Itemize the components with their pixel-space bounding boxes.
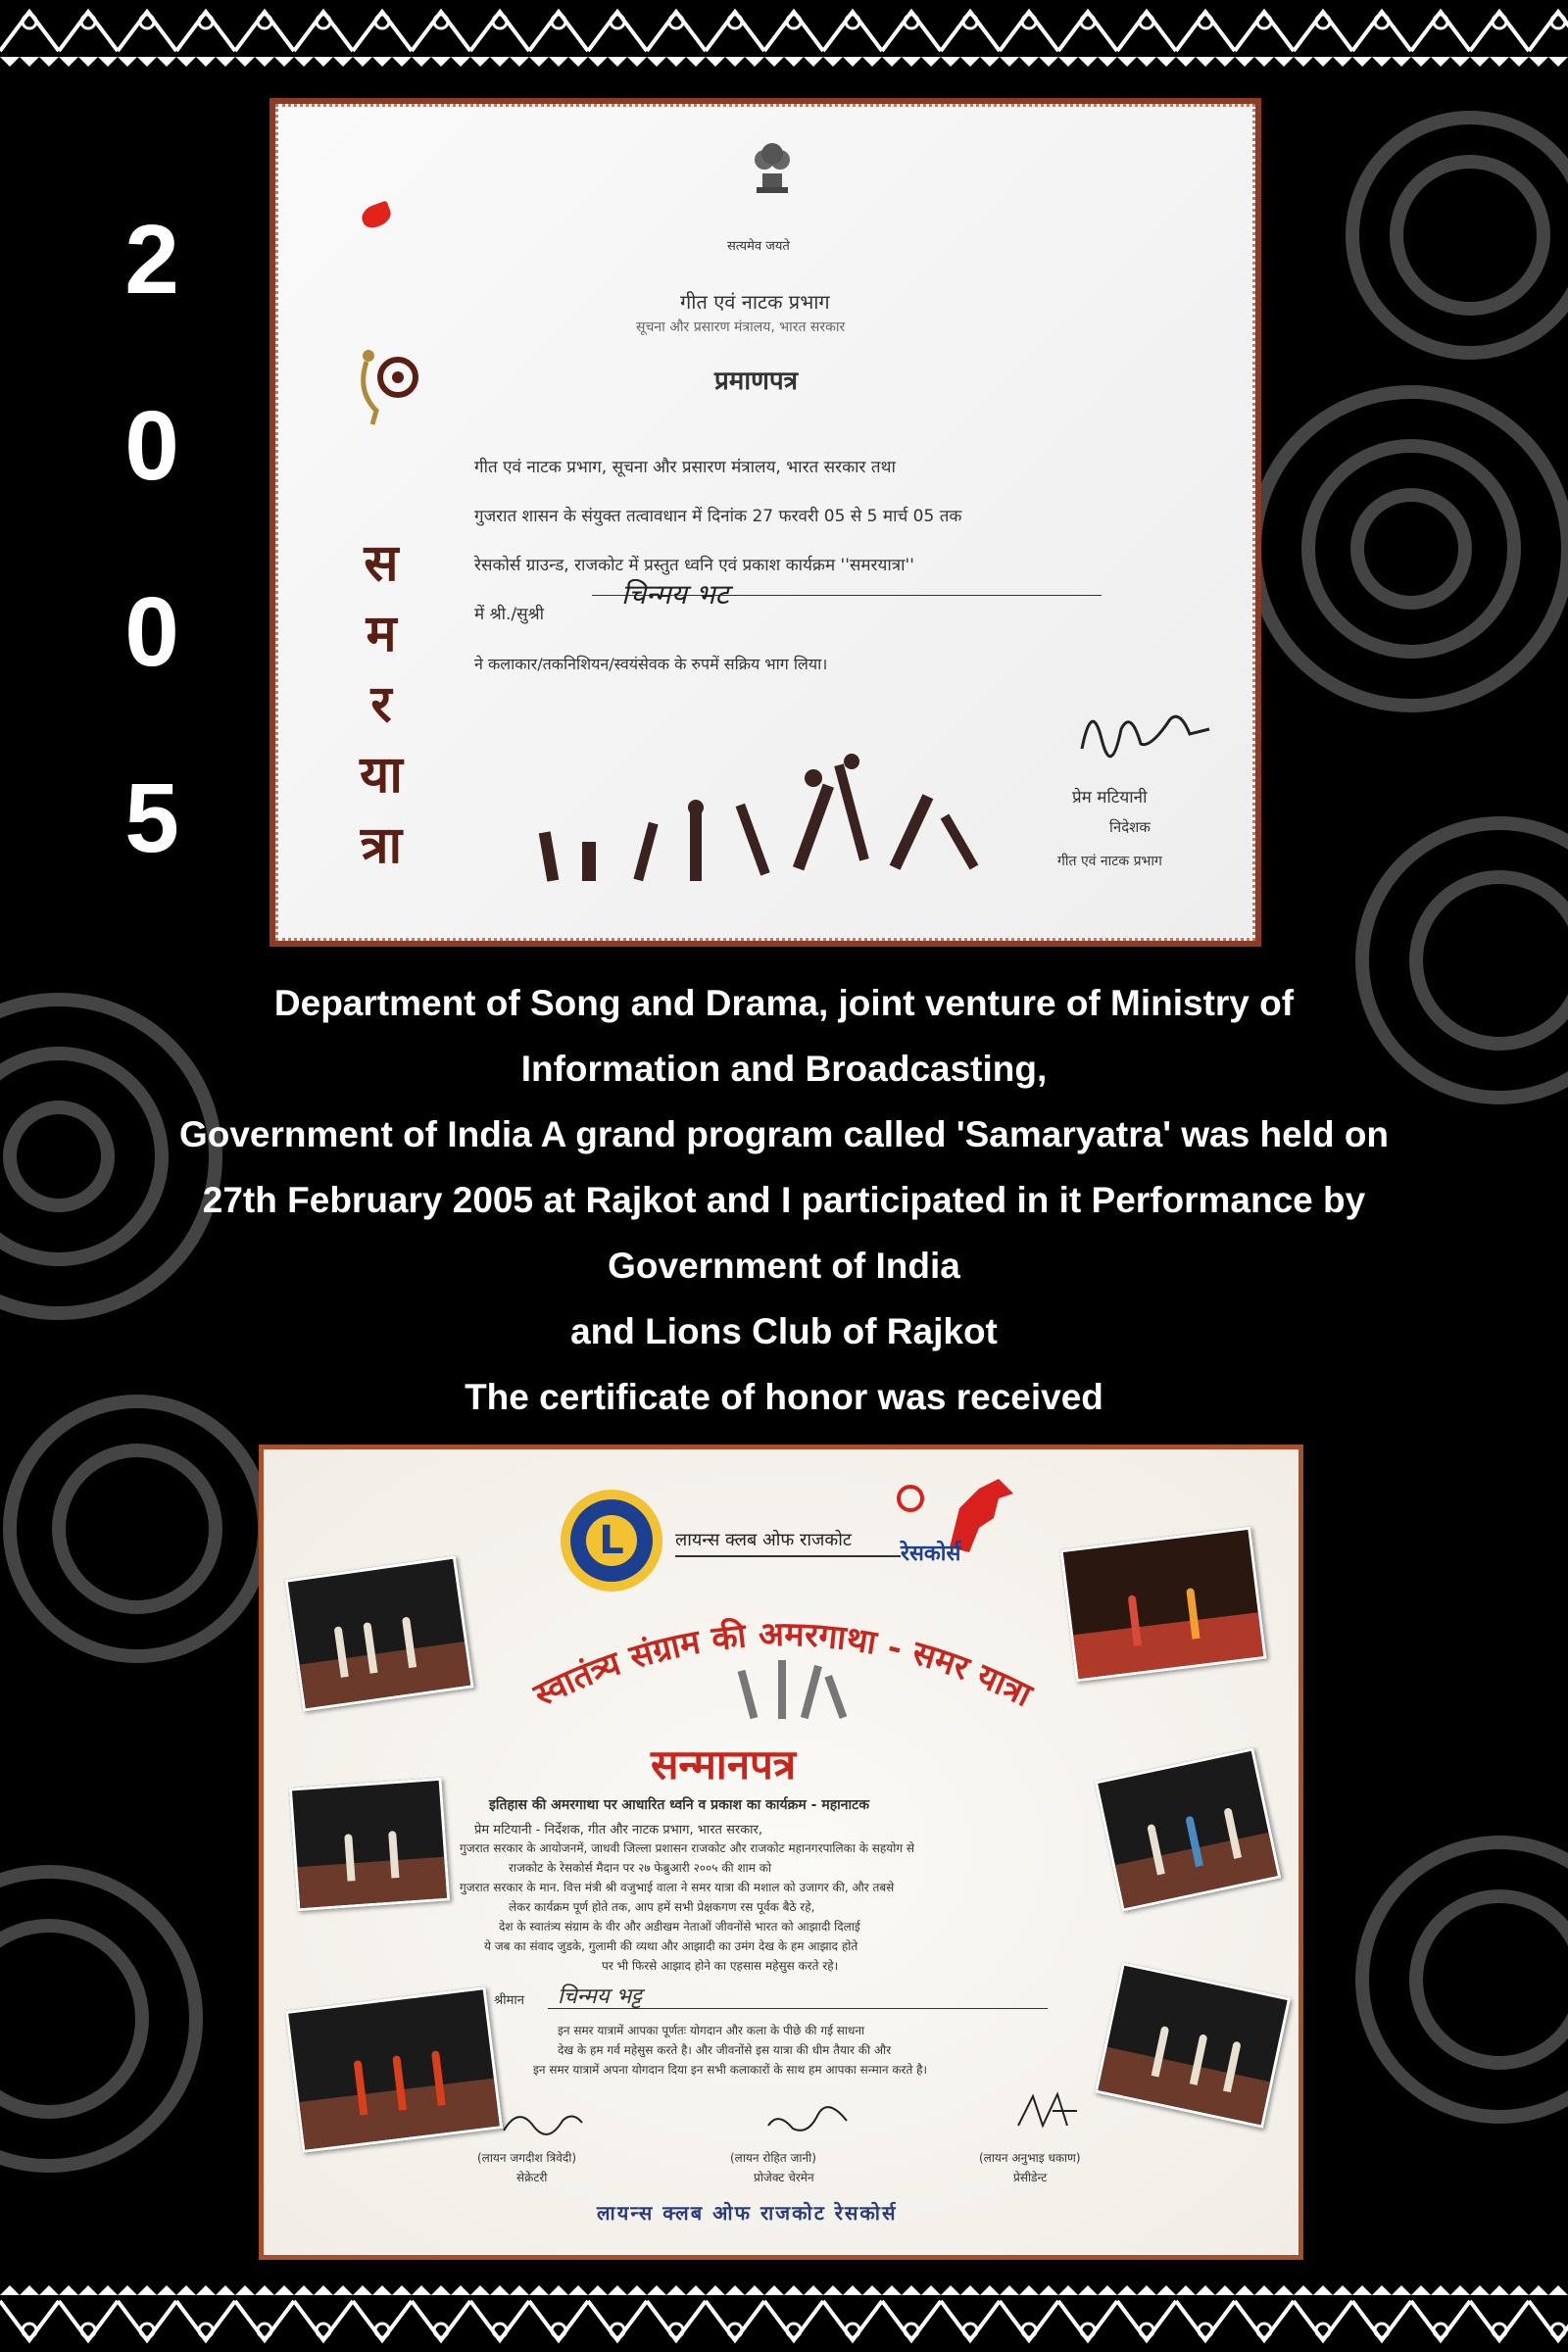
certificate-lions-club <box>259 1445 1303 2260</box>
closing-line: देख के हम गर्व महेसुस करते है। और जीवनोंसे इस यात्रा की धीम तैयार की और <box>558 2043 892 2057</box>
headline-text: स्वातंत्र्य संग्राम की अमरगाथा - समर यात्रा <box>527 1614 1039 1715</box>
red-mark <box>359 201 394 231</box>
logo-letter: स <box>364 533 399 593</box>
lions-logo-letter: L <box>599 1518 624 1563</box>
ministry-name: सूचना और प्रसारण मंत्रालय, भारत सरकार <box>636 319 846 335</box>
body-line: राजकोट के रेसकोर्स मैदान पर २७ फेब्रुआरी २००५ की शाम को <box>509 1861 772 1875</box>
footer-club-name: लायन्स क्लब ओफ राजकोट रेसकोर्स <box>597 2201 898 2225</box>
signature-role: सेक्रेटरी <box>516 2171 548 2184</box>
caption <box>39 970 1529 1430</box>
signatory-name: प्रेम मटियानी <box>1072 788 1148 808</box>
body-line-1: गीत एवं नाटक प्रभाग, सूचना और प्रसारण मंत्रालय, भारत सरकार तथा <box>474 458 896 477</box>
certificate-paper <box>264 1449 1298 2255</box>
certificate-title: प्रमाणपत्र <box>714 367 798 396</box>
stage-photo <box>1059 1527 1266 1683</box>
logo-letter: म <box>366 604 397 663</box>
year-digit: 5 <box>124 763 179 873</box>
caption-line: Government of India A grand program called 'Samaryatra' was held on <box>178 1114 1390 1154</box>
body-line: देश के स्वातंत्र्य संग्राम के वीर और अडीखम नेताओं जीवनोंसे भारत को आझादी दिलाई <box>499 1920 860 1934</box>
signature-name: (लायन जगदीश त्रिवेदी) <box>477 2151 577 2165</box>
certificate-title: सन्मानपत्र <box>651 1740 797 1788</box>
decorative-border-bottom <box>0 2283 1568 2352</box>
caption-line: Government of India <box>608 1246 960 1286</box>
department-name: गीत एवं नाटक प्रभाग <box>680 290 830 314</box>
performers-silhouette <box>523 744 1033 891</box>
signature-name: (लायन रोहित जानी) <box>730 2151 816 2165</box>
name-prefix: श्रीमान <box>494 1993 524 2008</box>
name-prefix: में श्री./सुश्री <box>474 605 545 624</box>
logo-letter: या <box>360 745 403 805</box>
role-line: ने कलाकार/तकनिशियन/स्वयंसेवक के रुपमें सक्रिय भाग लिया। <box>474 655 828 673</box>
signature-role: प्रोजेक्ट चेरमेन <box>754 2171 814 2184</box>
caption-line: Department of Song and Drama, joint venture of Ministry of <box>273 983 1295 1023</box>
signature-president <box>1008 2086 1087 2135</box>
logo-letter: र <box>370 674 392 734</box>
stage-photo <box>1095 1962 1291 2129</box>
signature-chairman <box>763 2101 852 2140</box>
closing-line: इन समर यात्रामें आपका पूर्णतः योगदान और कला के पीछे की गई साधना <box>558 2024 865 2037</box>
year-vertical <box>103 205 201 956</box>
stage-photo <box>285 1986 503 2153</box>
signatory-title: निदेशक <box>1109 818 1151 836</box>
recipient-name: चिन्मय भट्ट <box>558 1984 642 2009</box>
director-signature <box>1072 690 1219 778</box>
certificate-song-drama <box>270 98 1261 947</box>
year-digit: 0 <box>124 577 179 687</box>
closing-line: इन समर यात्रामें अपना योगदान दिया इन सभी कलाकारों के साथ हम आपका सन्मान करते है। <box>533 2063 928 2077</box>
body-line-2: गुजरात शासन के संयुक्त तत्वावधान में दिनांक 27 फरवरी 05 से 5 मार्च 05 तक <box>474 507 962 526</box>
body-line: गुजरात सरकार के मान. वित्त मंत्री श्री वजुभाई वाला ने समर यात्रा की मशाल को उजागर की, और तबसे <box>460 1881 895 1894</box>
body-line: ये जब का संवाद जुडके, गुलामी की व्यथा और आझादी का उमंग देख के हम आझाद होते <box>484 1939 858 1953</box>
signature-role: प्रेसीडेन्ट <box>1013 2171 1048 2184</box>
decorative-border-top <box>0 0 1568 69</box>
emblem-caption: सत्यमेव जयते <box>727 239 790 254</box>
logo-letter: त्रा <box>360 815 403 875</box>
stage-photo <box>284 1555 473 1711</box>
body-line: लेकर कार्यक्रम पूर्ण होते तक, आप हमें सभी प्रेक्षकगण रस पूर्वक बैठे रहे, <box>509 1900 815 1914</box>
caption-line: The certificate of honor was received <box>465 1377 1103 1417</box>
year-digit: 0 <box>124 391 179 501</box>
stage-photo <box>1095 1747 1282 1912</box>
signature-name: (लायन अनुभाइ धकाण) <box>979 2151 1081 2165</box>
certificate-paper <box>275 104 1255 941</box>
body-line: गुजरात सरकार के आयोजनमें, जाधवी जिल्ला प्रशासन राजकोट और राजकोट महानगरपालिका के सहयोग से <box>460 1841 915 1855</box>
signatory-dept: गीत एवं नाटक प्रभाग <box>1057 854 1162 869</box>
samaryatra-vertical-logo <box>337 528 425 881</box>
body-line-3: रेसकोर्स ग्राउन्ड, राजकोट में प्रस्तुत ध्वनि एवं प्रकाश कार्यक्रम ''समरयात्रा'' <box>474 556 914 575</box>
subtitle: इतिहास की अमरगाथा पर आधारित ध्वनि व प्रकाश का कार्यक्रम - महानाटक <box>489 1797 869 1813</box>
ashoka-emblem-icon <box>749 136 796 205</box>
caption-line: and Lions Club of Rajkot <box>570 1311 998 1351</box>
caption-line: 27th February 2005 at Rajkot and I participated in it Performance by <box>202 1180 1366 1220</box>
recipient-name: चिन्मय भट <box>621 578 729 611</box>
racecourse-logo-text: रेसकोर्स <box>901 1542 961 1566</box>
body-line: पर भी फिरसे आझाद होने का एहसास महेसुस करते रहे। <box>602 1959 839 1973</box>
signature-secretary <box>499 2101 587 2140</box>
header-rule <box>675 1555 901 1557</box>
club-header: लायन्स क्लब ओफ राजकोट <box>675 1530 852 1550</box>
year-digit: 2 <box>124 205 179 315</box>
center-dancers-sketch <box>724 1641 861 1729</box>
dancer-logo-icon <box>347 342 435 430</box>
stage-photo <box>289 1778 450 1912</box>
caption-line: Information and Broadcasting, <box>520 1049 1048 1089</box>
body-line: प्रेम मटियानी - निर्देशक, गीत और नाटक प्रभाग, भारत सरकार, <box>474 1823 762 1838</box>
